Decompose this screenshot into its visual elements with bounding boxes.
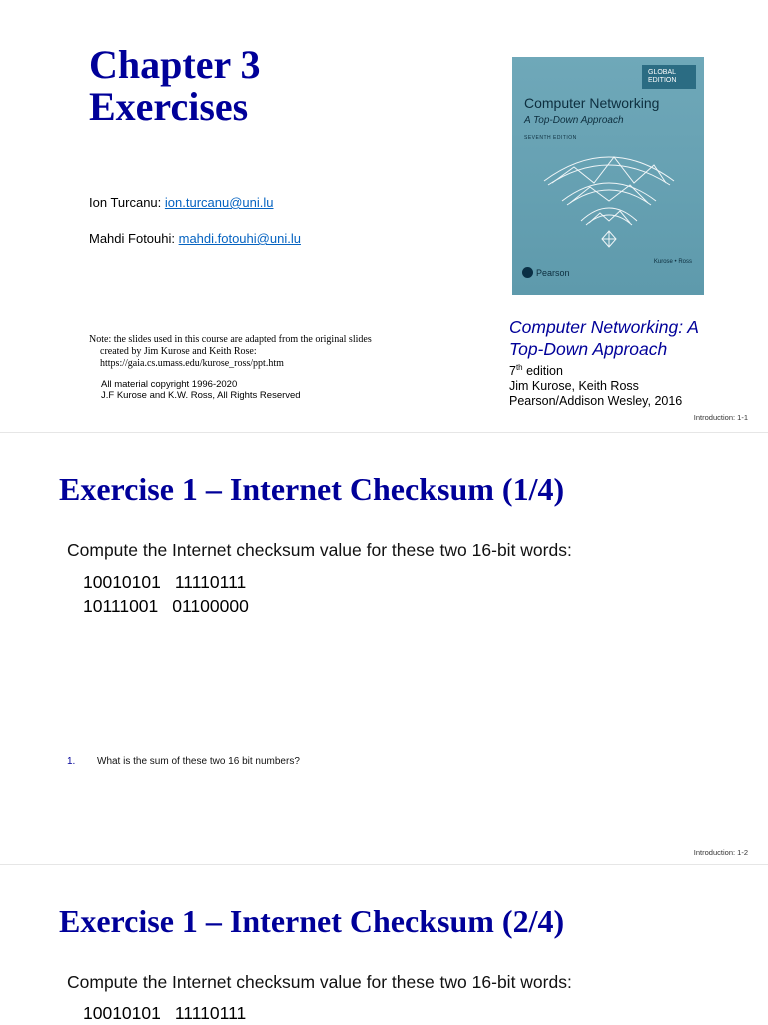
- author-name: Mahdi Fotouhi:: [89, 231, 179, 246]
- global-edition-badge: GLOBAL EDITION: [642, 65, 696, 89]
- chapter-title: [89, 44, 260, 128]
- slide-number: Introduction: 1-2: [693, 848, 748, 857]
- binary-word-row: 10111001 01100000: [83, 596, 249, 616]
- slide-exercise-1-part-1: [0, 432, 768, 865]
- email-link-mahdi[interactable]: mahdi.fotouhi@uni.lu: [178, 231, 301, 246]
- question-number: 1.: [67, 756, 76, 767]
- cover-edition: SEVENTH EDITION: [524, 135, 577, 141]
- exercise-title: Exercise 1 – Internet Checksum (2/4): [59, 903, 565, 939]
- binary-word-row: 10010101 11110111: [83, 1003, 247, 1023]
- book-cover-image: [512, 57, 704, 295]
- book-caption-edition: 7th edition: [509, 363, 563, 379]
- slide-exercise-1-part-2: [0, 864, 768, 1025]
- book-caption-publisher: Pearson/Addison Wesley, 2016: [509, 394, 683, 409]
- exercise-task: Compute the Internet checksum value for these two 16-bit words:: [67, 540, 572, 560]
- author-name: Ion Turcanu:: [89, 195, 165, 210]
- pearson-logo-icon: [522, 267, 533, 278]
- cover-title: Computer Networking: [524, 95, 660, 111]
- chapter-title-line1: Chapter 3: [89, 42, 261, 87]
- slide-number: Introduction: 1-1: [693, 413, 748, 422]
- chapter-title-line2: Exercises: [89, 84, 249, 129]
- binary-word-row: 10010101 11110111: [83, 572, 247, 592]
- copyright-line: J.F Kurose and K.W. Ross, All Rights Reserved: [101, 390, 301, 401]
- exercise-title: Exercise 1 – Internet Checksum (1/4): [59, 471, 565, 507]
- binary-words: [83, 570, 249, 618]
- question-item: [67, 756, 300, 767]
- note-url: https://gaia.cs.umass.edu/kurose_ross/ppt.htm: [100, 358, 284, 369]
- author-ion: [89, 195, 274, 210]
- copyright-notice: [101, 379, 301, 401]
- source-note: [89, 334, 419, 370]
- copyright-line: All material copyright 1996-2020: [101, 379, 238, 390]
- wifi-network-icon: [534, 143, 684, 253]
- binary-words: [83, 1001, 246, 1025]
- author-mahdi: [89, 231, 301, 246]
- cover-authors: Kurose • Ross: [653, 259, 692, 265]
- publisher-logo: Pearson: [522, 267, 570, 278]
- cover-subtitle: A Top-Down Approach: [524, 115, 624, 126]
- book-caption-authors: Jim Kurose, Keith Ross: [509, 379, 639, 394]
- question-text: What is the sum of these two 16 bit numbers?: [97, 756, 300, 767]
- slide-chapter-title: [0, 0, 768, 432]
- book-caption-title: Computer Networking: A Top-Down Approach: [509, 317, 699, 359]
- book-caption: [509, 316, 759, 409]
- email-link-ion[interactable]: ion.turcanu@uni.lu: [164, 195, 274, 210]
- exercise-task: Compute the Internet checksum value for these two 16-bit words:: [67, 972, 572, 992]
- note-line: created by Jim Kurose and Keith Rose:: [100, 346, 257, 357]
- note-line: Note: the slides used in this course are adapted from the original slides: [89, 334, 372, 345]
